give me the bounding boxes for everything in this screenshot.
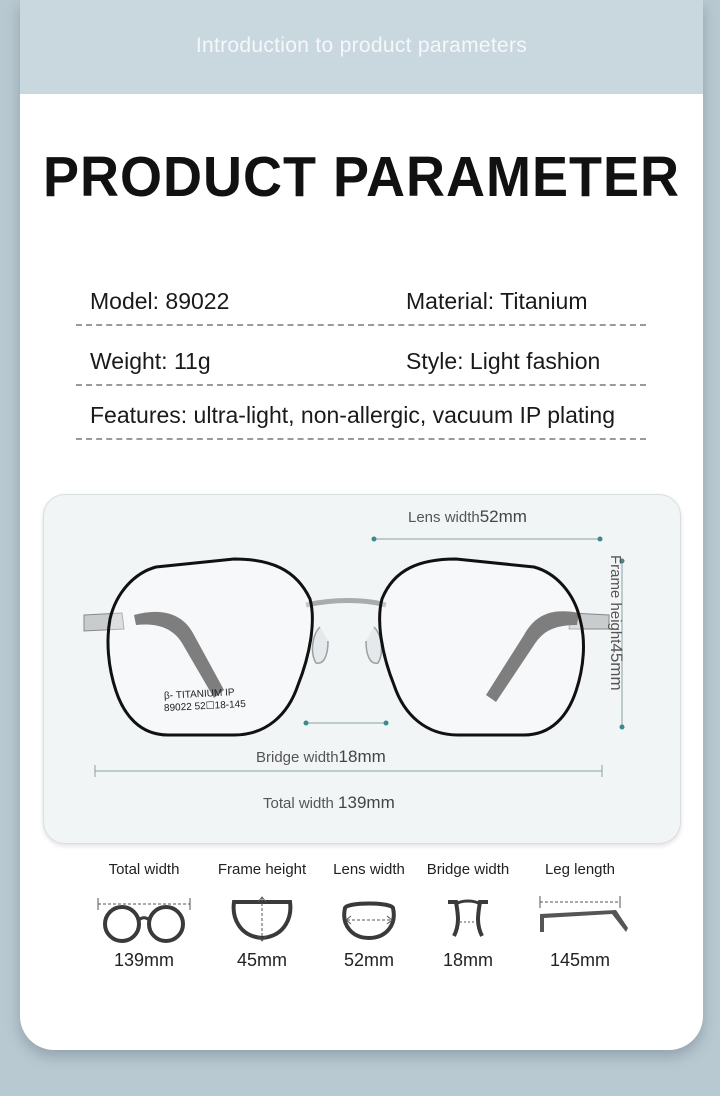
spec-features: Features: ultra-light, non-allergic, vacuum IP plating — [90, 402, 616, 428]
total-width-label: Total width — [263, 795, 334, 812]
frame-height-text — [604, 555, 626, 715]
lens-width-label: Lens width — [408, 509, 480, 526]
product-card — [20, 0, 703, 1050]
total-width-icon — [94, 892, 194, 944]
frame-height-value: 45mm — [607, 643, 626, 691]
temple-print-line-1: β- TITANIUM IP — [163, 687, 235, 702]
spec-style: Style: Light fashion — [406, 348, 601, 374]
measure-value: 52mm — [343, 950, 394, 970]
leg-length-icon — [530, 892, 630, 944]
measure-label: Lens width — [333, 861, 405, 878]
spec-row-weight — [76, 334, 646, 386]
spec-model: Model: 89022 — [90, 288, 230, 314]
measure-value: 18mm — [442, 950, 493, 970]
measure-leg-length — [520, 860, 640, 971]
banner-title: Introduction to product parameters — [20, 0, 703, 94]
measurement-icons-row — [20, 860, 703, 1000]
bridge-width-text — [256, 747, 386, 767]
spec-row-features — [76, 388, 646, 440]
frame-height-icon — [212, 892, 312, 944]
lens-width-value: 52mm — [479, 507, 527, 526]
measure-label: Leg length — [544, 861, 616, 878]
total-width-value: 139mm — [338, 793, 395, 812]
measure-value: 45mm — [236, 950, 287, 970]
measure-label: Frame height — [217, 861, 307, 878]
measure-value: 145mm — [549, 950, 611, 970]
measure-total-width — [84, 860, 204, 971]
measure-label: Total width — [108, 861, 180, 878]
frame-height-label: Frame height — [607, 555, 624, 644]
bridge-width-value: 18mm — [338, 747, 386, 766]
bridge-width-label: Bridge width — [256, 749, 339, 766]
temple-print-line-2: 89022 52☐18-145 — [163, 698, 247, 715]
spec-weight: Weight: 11g — [90, 348, 211, 374]
measure-frame-height — [202, 860, 322, 971]
total-width-text — [263, 793, 395, 813]
page-title: PRODUCT PARAMETER — [43, 145, 680, 209]
spec-material: Material: Titanium — [406, 288, 588, 314]
spec-row-model — [76, 274, 646, 326]
lens-width-text — [408, 507, 527, 527]
lens-width-icon — [319, 892, 419, 944]
measure-value: 139mm — [113, 950, 175, 970]
measure-bridge-width — [408, 860, 528, 971]
measure-label: Bridge width — [426, 861, 510, 878]
glasses-dimension-diagram — [43, 494, 681, 844]
bridge-width-icon — [418, 892, 518, 944]
